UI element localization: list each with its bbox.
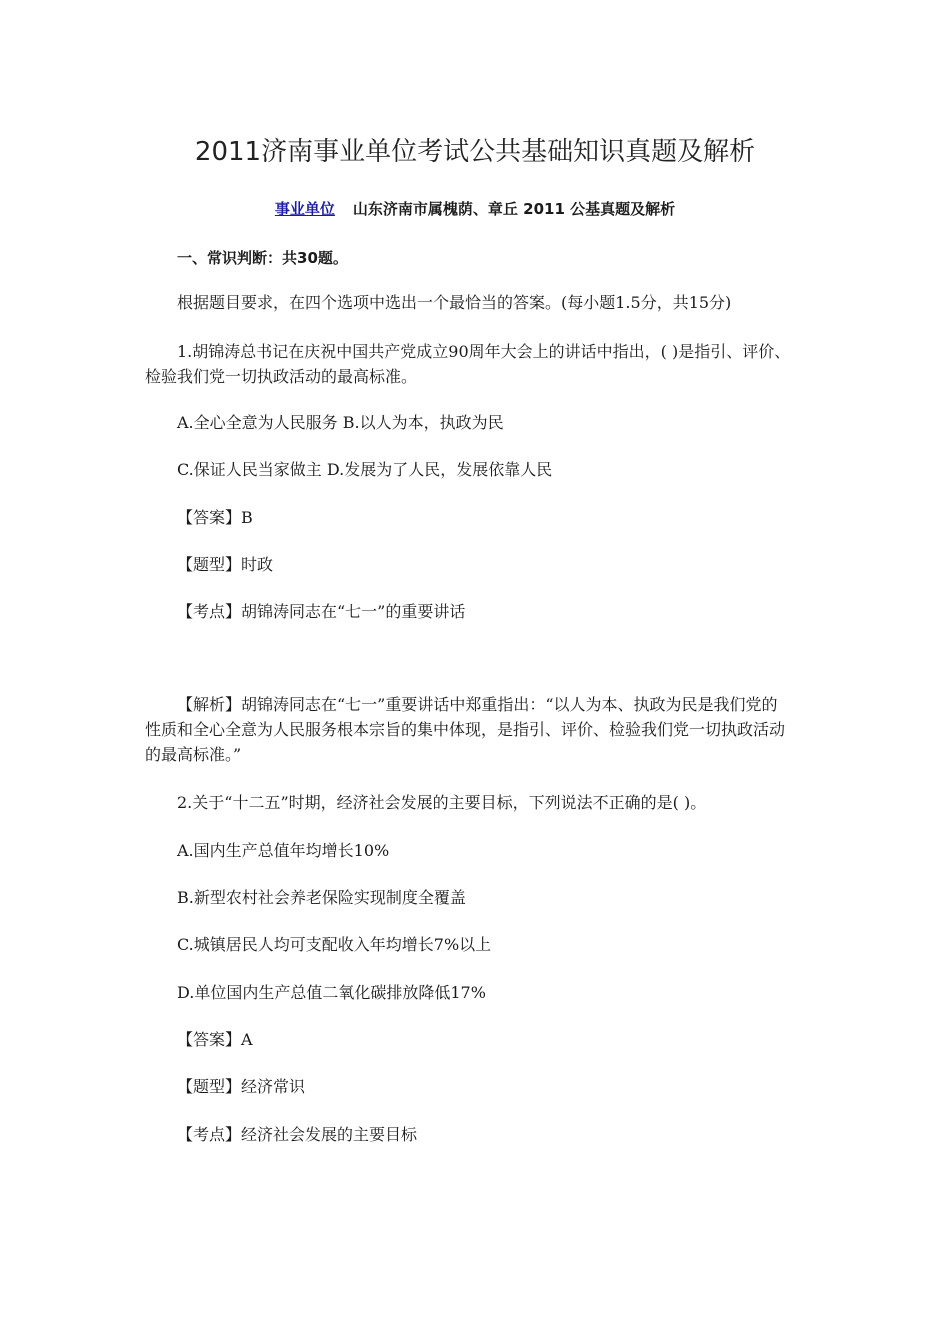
- section-heading: 一、常识判断：共30题。: [177, 249, 348, 267]
- q1-options-cd: C.保证人民当家做主 D.发展为了人民，发展依靠人民: [177, 460, 553, 479]
- q2-type: 【题型】经济常识: [177, 1077, 306, 1096]
- subtitle-text: 山东济南市属槐荫、章丘 2011 公基真题及解析: [352, 200, 676, 218]
- category-link[interactable]: 事业单位: [274, 200, 335, 218]
- q1-stem-line2: 检验我们党一切执政活动的最高标准。: [145, 367, 418, 386]
- q1-stem-line1: 1.胡锦涛总书记在庆祝中国共产党成立90周年大会上的讲话中指出，( )是指引、评价、: [177, 342, 791, 361]
- q1-options-ab: A.全心全意为人民服务 B.以人为本，执政为民: [177, 413, 504, 432]
- q1-type: 【题型】时政: [177, 555, 274, 574]
- document-title: 2011济南事业单位考试公共基础知识真题及解析: [194, 137, 756, 167]
- q2-answer: 【答案】A: [177, 1030, 253, 1049]
- q1-analysis-line2: 性质和全心全意为人民服务根本宗旨的集中体现，是指引、评价、检验我们党一切执政活动: [145, 720, 786, 739]
- q2-point: 【考点】经济社会发展的主要目标: [177, 1125, 418, 1144]
- q2-option-d: D.单位国内生产总值二氧化碳排放降低17%: [177, 983, 486, 1002]
- q2-option-a: A.国内生产总值年均增长10%: [177, 841, 390, 860]
- instruction-text: 根据题目要求，在四个选项中选出一个最恰当的答案。(每小题1.5分，共15分): [177, 293, 732, 312]
- subtitle: [0, 198, 950, 220]
- q1-analysis-line1: 【解析】胡锦涛同志在“七一”重要讲话中郑重指出：“以人为本、执政为民是我们党的: [177, 695, 778, 714]
- q2-option-c: C.城镇居民人均可支配收入年均增长7%以上: [177, 935, 492, 954]
- q2-stem: 2.关于“十二五”时期，经济社会发展的主要目标，下列说法不正确的是( )。: [177, 793, 707, 812]
- q1-answer: 【答案】B: [177, 508, 253, 527]
- q1-point: 【考点】胡锦涛同志在“七一”的重要讲话: [177, 602, 466, 621]
- q1-analysis-line3: 的最高标准。”: [145, 745, 242, 764]
- q2-option-b: B.新型农村社会养老保险实现制度全覆盖: [177, 888, 466, 907]
